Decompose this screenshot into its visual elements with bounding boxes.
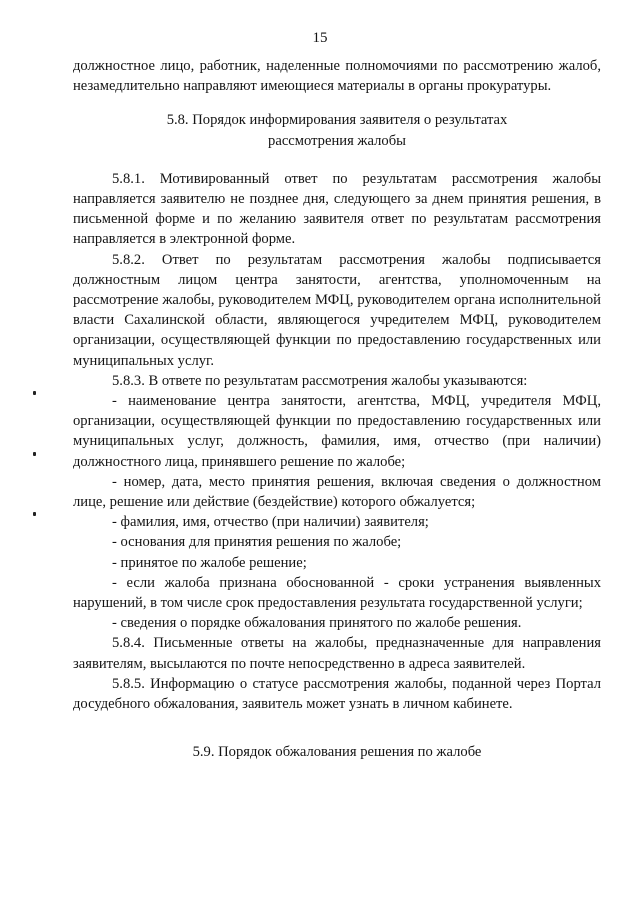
intro-paragraph: должностное лицо, работник, наделенные полномочиями по рассмотрению жалоб, незамедлительно направляют имеющиеся материалы в органы прокуратуры.	[73, 58, 601, 95]
scan-mark	[33, 512, 36, 516]
section-5-8-title-line2: рассмотрения жалобы	[268, 132, 406, 149]
list-item: - принятое по жалобе решение;	[112, 554, 307, 571]
list-item: - номер, дата, место принятия решения, включая сведения о должностном лице, решение или действие (бездействие) которого обжалуется;	[73, 473, 601, 511]
paragraph-5-8-1: 5.8.1. Мотивированный ответ по результатам рассмотрения жалобы направляется заявителю не позднее дня, следующего за днем принятия решения, в письменной форме и по желанию заявителя ответ по результатам рассмотрения направляется в электронной форме.	[73, 170, 601, 248]
scan-mark	[33, 452, 36, 456]
list-item: - наименование центра занятости, агентства, МФЦ, учредителя МФЦ, организации, осуществляющей функции по предоставлению государственных или муниципальных услуг, должность, фамилия, имя, отчество (при наличии) должностного лица, принявшего решение по жалобе;	[73, 393, 601, 470]
paragraph-5-8-3: 5.8.3. В ответе по результатам рассмотрения жалобы указываются:	[112, 372, 528, 389]
list-item: - фамилия, имя, отчество (при наличии) заявителя;	[112, 514, 429, 531]
document-body	[73, 56, 601, 763]
paragraph-5-8-2: 5.8.2. Ответ по результатам рассмотрения жалобы подписывается должностным лицом центра занятости, агентства, уполномоченным на рассмотрение жалобы, руководителем МФЦ, руководителем органа исполнительной власти Сахалинской области, являющегося учредителем МФЦ, руководителем организации, осуществляющей функции по предоставлению государственных или муниципальных услуг.	[73, 251, 601, 369]
paragraph-5-8-5: 5.8.5. Информацию о статусе рассмотрения жалобы, поданной через Портал досудебного обжалования, заявитель может узнать в личном кабинете.	[73, 675, 601, 713]
list-item: - если жалоба признана обоснованной - сроки устранения выявленных нарушений, в том числе срок предоставления результата государственной услуги;	[73, 574, 601, 612]
page-number: 15	[312, 30, 328, 46]
list-item: - основания для принятия решения по жалобе;	[112, 534, 402, 551]
list-item: - сведения о порядке обжалования принятого по жалобе решения.	[112, 615, 522, 632]
section-5-9-title: 5.9. Порядок обжалования решения по жалобе	[192, 744, 482, 761]
paragraph-5-8-4: 5.8.4. Письменные ответы на жалобы, предназначенные для направления заявителям, высылаются по почте непосредственно в адреса заявителей.	[73, 635, 601, 672]
scan-mark	[33, 391, 36, 395]
section-5-8-title-line1: 5.8. Порядок информирования заявителя о результатах	[166, 112, 508, 129]
